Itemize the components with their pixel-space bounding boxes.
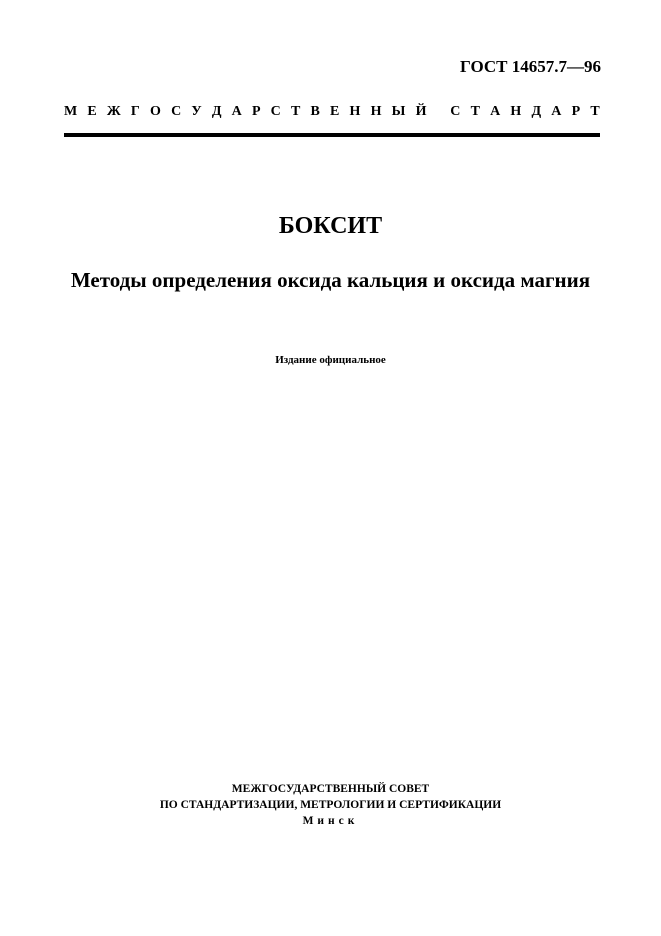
letter: С (171, 104, 182, 119)
letter: А (231, 104, 242, 119)
document-subtitle: Методы определения оксида кальция и оксида магния (70, 268, 591, 292)
letter: Ы (391, 104, 406, 119)
letter: Г (130, 104, 140, 119)
letter: Р (251, 104, 261, 119)
letter: Н (349, 104, 361, 119)
letter: Т (290, 104, 301, 119)
letter: Н (510, 104, 522, 119)
letter: С (450, 104, 461, 119)
publisher-city: Минск (302, 815, 359, 827)
letter: В (310, 104, 320, 119)
edition-note: Издание официальное (275, 354, 386, 366)
letter: Ж (106, 104, 121, 119)
letter: Е (330, 104, 340, 119)
publisher-block (0, 781, 661, 829)
letter: Д (531, 104, 542, 119)
letter-gap (437, 104, 441, 120)
publisher-line-1: МЕЖГОСУДАРСТВЕННЫЙ СОВЕТ (231, 783, 430, 795)
letter: А (490, 104, 501, 119)
letter: Д (211, 104, 222, 119)
letter: С (270, 104, 281, 119)
publisher-line-2: ПО СТАНДАРТИЗАЦИИ, МЕТРОЛОГИИ И СЕРТИФИКАЦИИ (159, 799, 502, 811)
standard-type-heading (64, 104, 600, 120)
letter: А (551, 104, 562, 119)
letter: Т (590, 104, 600, 119)
letter: Т (470, 104, 480, 119)
letter: Н (370, 104, 382, 119)
standard-designation: ГОСТ 14657.7—96 (460, 57, 601, 76)
letter: Е (87, 104, 97, 119)
letter: У (191, 104, 202, 119)
header-rule (64, 133, 600, 137)
letter: М (64, 104, 78, 119)
document-title: БОКСИТ (278, 213, 383, 239)
letter: О (150, 104, 161, 119)
letter: Р (571, 104, 581, 119)
letter: Й (415, 104, 427, 119)
